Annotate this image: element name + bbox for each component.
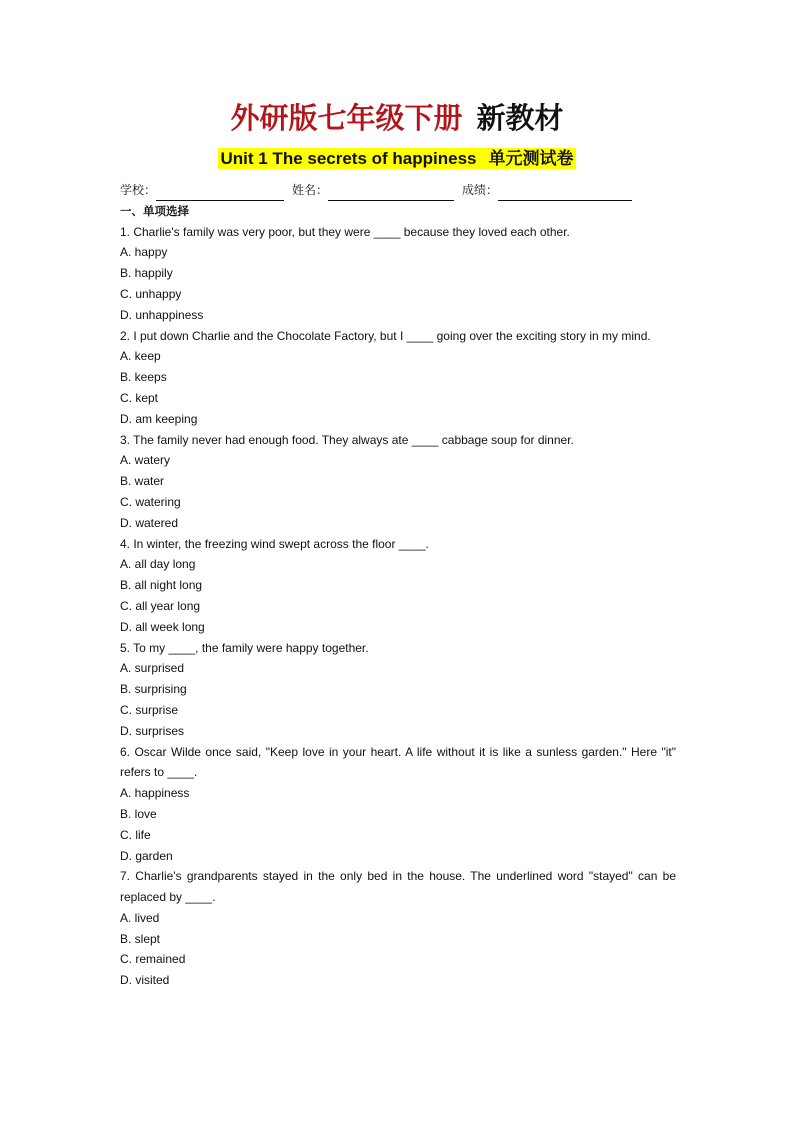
question-2 bbox=[120, 326, 676, 430]
option-a: A. surprised bbox=[120, 661, 185, 676]
question-stem: 4. In winter, the freezing wind swept across the floor ____. bbox=[120, 536, 429, 551]
option-a: A. keep bbox=[120, 349, 161, 364]
option-b: B. love bbox=[120, 806, 157, 821]
option-d: D. all week long bbox=[120, 619, 205, 634]
option-b: B. keeps bbox=[120, 370, 167, 385]
option-d: D. unhappiness bbox=[120, 307, 204, 322]
option-b: B. surprising bbox=[120, 682, 187, 697]
subtitle-en: Unit 1 The secrets of happiness bbox=[220, 149, 477, 168]
question-4 bbox=[120, 534, 676, 638]
section-heading: 一、单项选择 bbox=[120, 203, 189, 218]
name-blank[interactable] bbox=[328, 186, 454, 201]
question-1 bbox=[120, 222, 676, 326]
title-red-text: 外研版七年级下册 bbox=[230, 101, 463, 135]
option-c: C. unhappy bbox=[120, 286, 182, 301]
question-stem: 6. Oscar Wilde once said, "Keep love in your heart. A life without it is like a sunless garden." Here "it" refers to ____. bbox=[120, 744, 676, 780]
option-a: A. watery bbox=[120, 453, 171, 468]
option-d: D. watered bbox=[120, 515, 179, 530]
score-blank[interactable] bbox=[498, 186, 632, 201]
option-c: C. all year long bbox=[120, 598, 201, 613]
question-stem: 3. The family never had enough food. They always ate ____ cabbage soup for dinner. bbox=[120, 432, 574, 447]
question-stem: 5. To my ____, the family were happy together. bbox=[120, 640, 369, 655]
title-black-text: 新教材 bbox=[476, 101, 564, 135]
option-b: B. water bbox=[120, 474, 165, 489]
option-c: C. surprise bbox=[120, 702, 179, 717]
option-a: A. happiness bbox=[120, 786, 190, 801]
option-c: C. kept bbox=[120, 390, 159, 405]
option-a: A. lived bbox=[120, 910, 160, 925]
school-blank[interactable] bbox=[156, 186, 284, 201]
name-label: 姓名： bbox=[292, 183, 329, 197]
question-7 bbox=[120, 866, 676, 991]
option-c: C. life bbox=[120, 827, 151, 842]
option-b: B. slept bbox=[120, 931, 161, 946]
option-c: C. remained bbox=[120, 952, 186, 967]
option-b: B. all night long bbox=[120, 578, 203, 593]
page-subtitle bbox=[0, 146, 794, 172]
question-stem: 1. Charlie's family was very poor, but they were ____ because they loved each other. bbox=[120, 224, 570, 239]
option-d: D. am keeping bbox=[120, 411, 198, 426]
option-d: D. visited bbox=[120, 973, 170, 988]
student-info-row bbox=[120, 180, 676, 201]
option-d: D. surprises bbox=[120, 723, 185, 738]
subtitle-highlight bbox=[218, 148, 575, 169]
question-5 bbox=[120, 638, 676, 742]
option-c: C. watering bbox=[120, 494, 181, 509]
question-6 bbox=[120, 742, 676, 867]
question-stem: 7. Charlie's grandparents stayed in the only bed in the house. The underlined word "stayed" can be replaced by ____. bbox=[120, 869, 676, 905]
page-title bbox=[0, 96, 794, 140]
question-stem: 2. I put down Charlie and the Chocolate Factory, but I ____ going over the exciting story in my mind. bbox=[120, 328, 651, 343]
subtitle-cn: 单元测试卷 bbox=[488, 149, 574, 168]
exam-content bbox=[120, 180, 676, 991]
question-3 bbox=[120, 430, 676, 534]
score-label: 成绩： bbox=[462, 183, 499, 197]
school-label: 学校： bbox=[120, 183, 157, 197]
option-b: B. happily bbox=[120, 266, 173, 281]
option-a: A. happy bbox=[120, 245, 168, 260]
option-d: D. garden bbox=[120, 848, 173, 863]
option-a: A. all day long bbox=[120, 557, 196, 572]
